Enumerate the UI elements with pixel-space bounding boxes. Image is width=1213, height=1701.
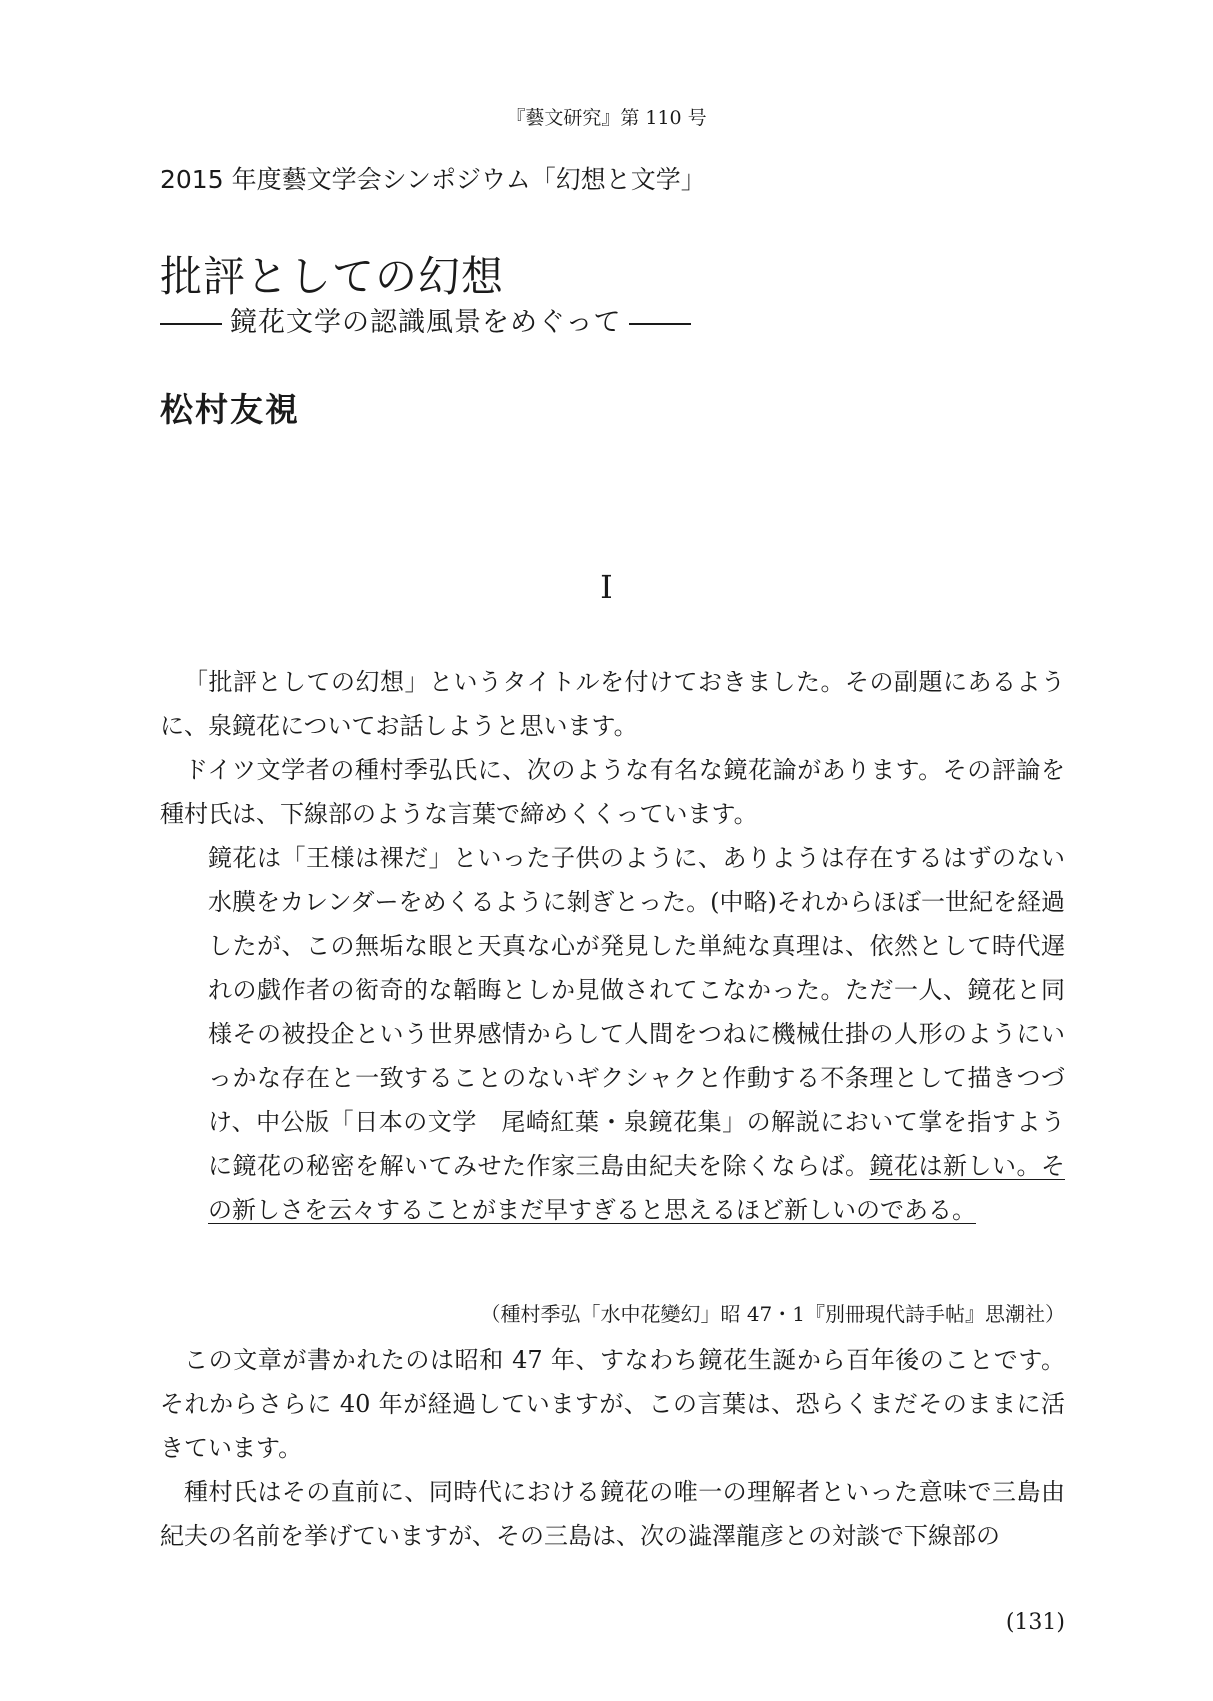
section-heading: I [600,568,613,606]
block-quote [208,836,1065,1232]
journal-header: 『藝文研究』第 110 号 [506,107,707,129]
quote-underlined-text: 鏡花は新しい。その新しさを云々することがまだ早すぎると思えるほど新しいのである。 [208,1152,1065,1224]
quote-source: （種村季弘「水中花變幻」昭 47・1『別冊現代詩手帖』思潮社） [480,1302,1065,1326]
author-name: 松村友視 [160,390,300,429]
paragraph-4: 種村氏はその直前に、同時代における鏡花の唯一の理解者といった意味で三島由紀夫の名前を挙げていますが、その三島は、次の澁澤龍彦との対談で下線部の [160,1478,1065,1550]
subtitle-dash-right [629,323,691,325]
paragraph-2: ドイツ文学者の種村季弘氏に、次のような有名な鏡花論があります。その評論を種村氏は、下線部のような言葉で締めくくっています。 [160,756,1065,828]
article-title: 批評としての幻想 [160,252,505,301]
paragraph-3: この文章が書かれたのは昭和 47 年、すなわち鏡花生誕から百年後のことです。それからさらに 40 年が経過していますが、この言葉は、恐らくまだそのままに活きています。 [160,1346,1065,1462]
symposium-label: 2015 年度藝文学会シンポジウム「幻想と文学」 [160,165,706,194]
article-subtitle [160,300,699,339]
subtitle-dash-left [160,323,222,325]
quote-text: 鏡花は「王様は裸だ」といった子供のように、ありようは存在するはずのない水膜をカレンダーをめくるように剝ぎとった。(中略)それからほぼ一世紀を経過したが、この無垢な眼と天真な心が発見した単純な真理は、依然として時代遅れの戯作者の衒奇的な韜晦としか見做されてこなかった。ただ一人、鏡花と同様その被投企という世界感情からして人間をつねに機械仕掛の人形のようにいっかな存在と一致することのないギクシャクと作動する不条理として描きつづけ、中公版「日本の文学 尾崎紅葉・泉鏡花集」の解説において掌を指すように鏡花の秘密を解いてみせた作家三島由紀夫を除くならば。 [208,844,1065,1180]
page-number: (131) [1005,1610,1065,1635]
subtitle-text: 鏡花文学の認識風景をめぐって [230,307,622,338]
paragraph-1: 「批評としての幻想」というタイトルを付けておきました。その副題にあるように、泉鏡花についてお話しようと思います。 [160,668,1065,740]
